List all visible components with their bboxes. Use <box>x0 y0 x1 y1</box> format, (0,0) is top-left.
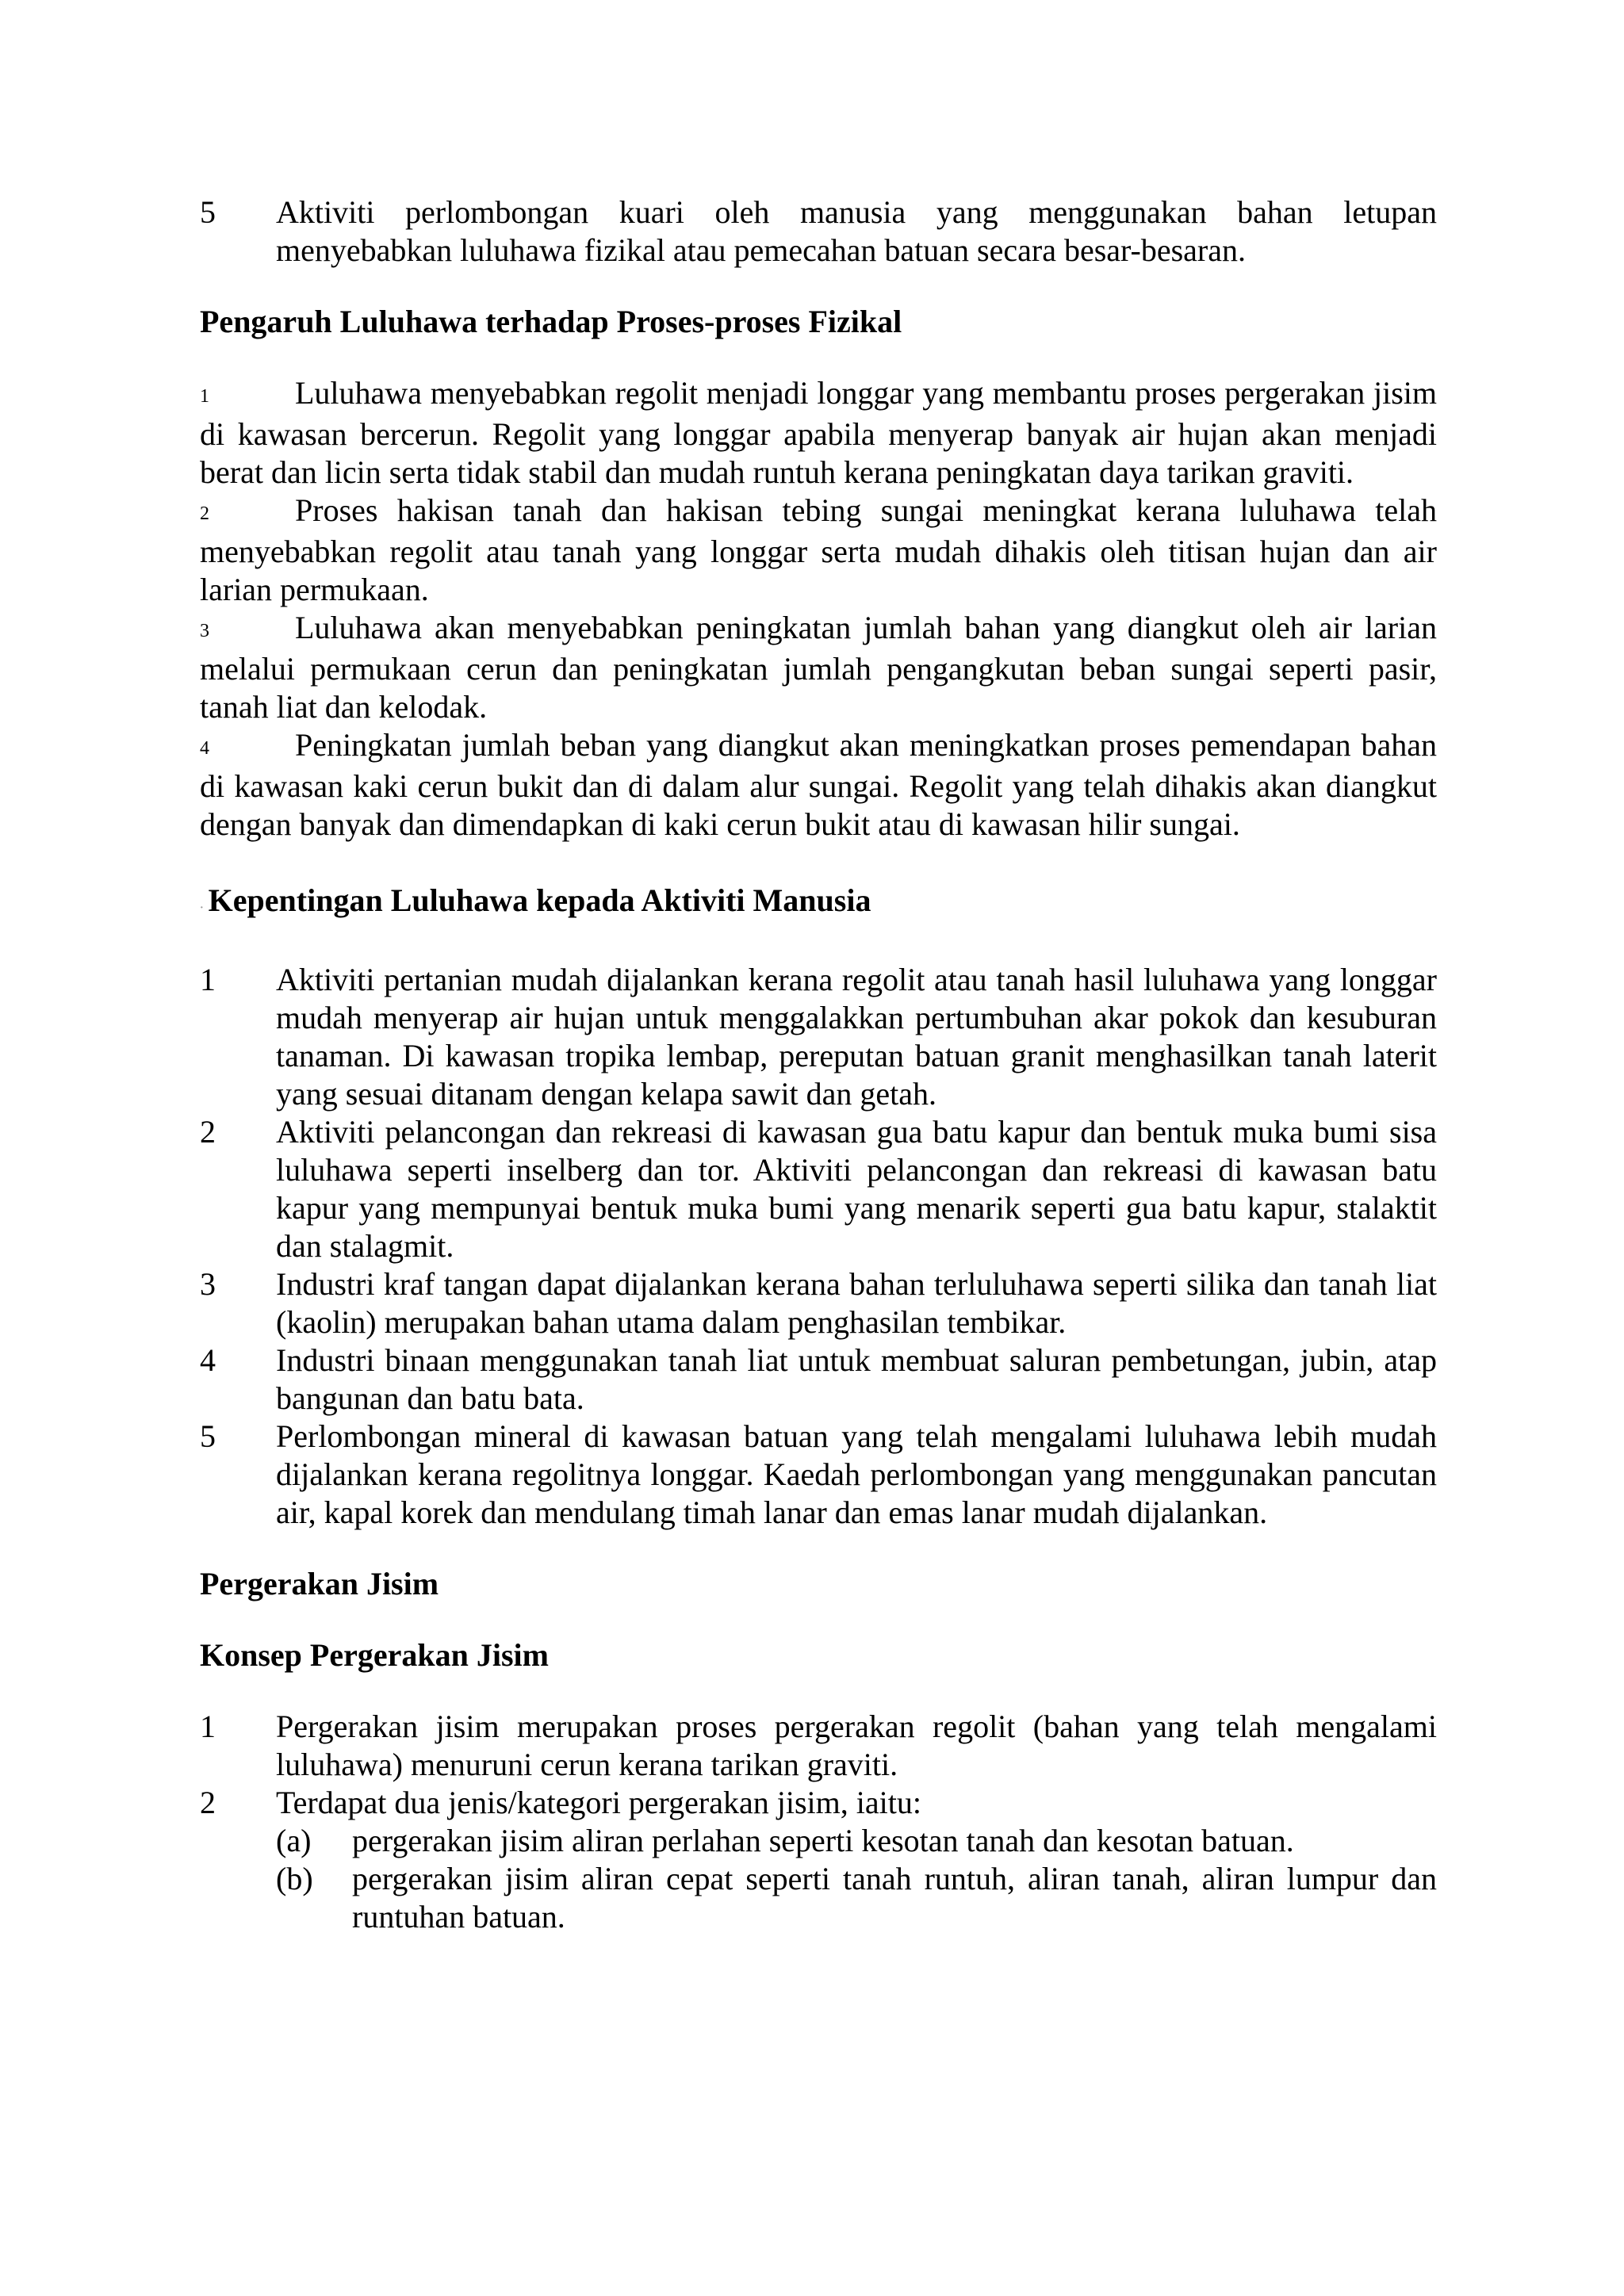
sub-list-item <box>200 1822 1437 1860</box>
list-item <box>200 1418 1437 1532</box>
section-heading <box>200 882 1437 928</box>
item-number: 1 <box>200 1709 216 1744</box>
item-text: Terdapat dua jenis/kategori pergerakan jisim, iaitu: <box>276 1785 921 1820</box>
section-heading: Pengaruh Luluhawa terhadap Proses-proses Fizikal <box>200 304 902 339</box>
item-text: Luluhawa akan menyebabkan peningkatan jumlah bahan yang diangkut oleh air larian melalui permukaan cerun dan peningkatan jumlah pengangkutan beban sungai seperti pasir, tanah liat dan kelodak. <box>200 610 1437 725</box>
item-number: 2 <box>200 1785 216 1820</box>
item-text: Perlombongan mineral di kawasan batuan yang telah mengalami luluhawa lebih mudah dijalankan kerana regolitnya longgar. Kaedah perlombongan yang menggunakan pancutan air, kapal korek dan mendulang timah lanar dan emas lanar mudah dijalankan. <box>276 1418 1437 1530</box>
list-item <box>200 961 1437 1113</box>
list-item <box>200 1708 1437 1784</box>
sub-item-label: (b) <box>276 1861 313 1896</box>
item-number: 4 <box>200 1342 216 1378</box>
stray-mark-icon: · <box>200 902 204 914</box>
item-number: 4 <box>200 738 209 759</box>
item-text: Aktiviti perlombongan kuari oleh manusia yang menggunakan bahan letupan menyebabkan luluhawa fizikal atau pemecahan batuan secara besar-besaran. <box>276 194 1437 268</box>
section2-list <box>200 961 1437 1532</box>
paragraph-item <box>200 609 1437 726</box>
section-heading: Konsep Pergerakan Jisim <box>200 1637 549 1673</box>
item-text: Pergerakan jisim merupakan proses pergerakan regolit (bahan yang telah mengalami luluhawa) menuruni cerun kerana tarikan graviti. <box>276 1709 1437 1782</box>
item-text: Peningkatan jumlah beban yang diangkut akan meningkatkan proses pemendapan bahan di kawasan kaki cerun bukit dan di dalam alur sungai. Regolit yang telah dihakis akan diangkut dengan banyak dan dimendapkan di kaki cerun bukit atau di kawasan hilir sungai. <box>200 727 1437 842</box>
document-page <box>200 193 1437 1936</box>
list-item <box>200 1341 1437 1418</box>
section-heading: Pergerakan Jisim <box>200 1566 439 1601</box>
item-number: 5 <box>200 1418 216 1454</box>
item-text: Proses hakisan tanah dan hakisan tebing sungai meningkat kerana luluhawa telah menyebabkan regolit atau tanah yang longgar serta mudah dihakis oleh titisan hujan dan air larian permukaan. <box>200 492 1437 607</box>
item-number: 3 <box>200 1266 216 1302</box>
item-text: Industri kraf tangan dapat dijalankan kerana bahan terluluhawa seperti silika dan tanah liat (kaolin) merupakan bahan utama dalam penghasilan tembikar. <box>276 1266 1437 1340</box>
section1-list <box>200 374 1437 844</box>
list-item <box>200 1265 1437 1341</box>
item-number: 1 <box>200 962 216 997</box>
sub-list-item <box>200 1860 1437 1936</box>
sub-item-label: (a) <box>276 1823 312 1858</box>
sub-item-text: pergerakan jisim aliran cepat seperti tanah runtuh, aliran tanah, aliran lumpur dan runtuhan batuan. <box>352 1861 1437 1934</box>
list-item <box>200 1784 1437 1822</box>
item-text: Aktiviti pertanian mudah dijalankan kerana regolit atau tanah hasil luluhawa yang longgar mudah menyerap air hujan untuk menggalakkan pertumbuhan akar pokok dan kesuburan tanaman. Di kawasan tropika lembap, pereputan batuan granit menghasilkan tanah laterit yang sesuai ditanam dengan kelapa sawit dan getah. <box>276 962 1437 1112</box>
paragraph-item <box>200 492 1437 609</box>
sub-item-text: pergerakan jisim aliran perlahan seperti kesotan tanah dan kesotan batuan. <box>352 1823 1294 1858</box>
item-text: Aktiviti pelancongan dan rekreasi di kawasan gua batu kapur dan bentuk muka bumi sisa luluhawa seperti inselberg dan tor. Aktiviti pelancongan dan rekreasi di kawasan batu kapur yang mempunyai bentuk muka bumi yang menarik seperti gua batu kapur, stalaktit dan stalagmit. <box>276 1114 1437 1264</box>
item-text: Luluhawa menyebabkan regolit menjadi longgar yang membantu proses pergerakan jisim di kawasan bercerun. Regolit yang longgar apabila menyerap banyak air hujan akan menjadi berat dan licin serta tidak stabil dan mudah runtuh kerana peningkatan daya tarikan graviti. <box>200 375 1437 490</box>
paragraph-item <box>200 374 1437 492</box>
section4-list <box>200 1708 1437 1936</box>
paragraph-item <box>200 726 1437 844</box>
list-item <box>200 193 1437 270</box>
section-heading-text: Kepentingan Luluhawa kepada Aktiviti Manusia <box>208 882 871 918</box>
item-number: 3 <box>200 621 209 641</box>
item-text: Industri binaan menggunakan tanah liat untuk membuat saluran pembetungan, jubin, atap bangunan dan batu bata. <box>276 1342 1437 1416</box>
item-number: 1 <box>200 386 209 407</box>
item-number: 2 <box>200 503 209 524</box>
item-number: 2 <box>200 1114 216 1150</box>
item-number: 5 <box>200 194 216 230</box>
list-item <box>200 1113 1437 1265</box>
